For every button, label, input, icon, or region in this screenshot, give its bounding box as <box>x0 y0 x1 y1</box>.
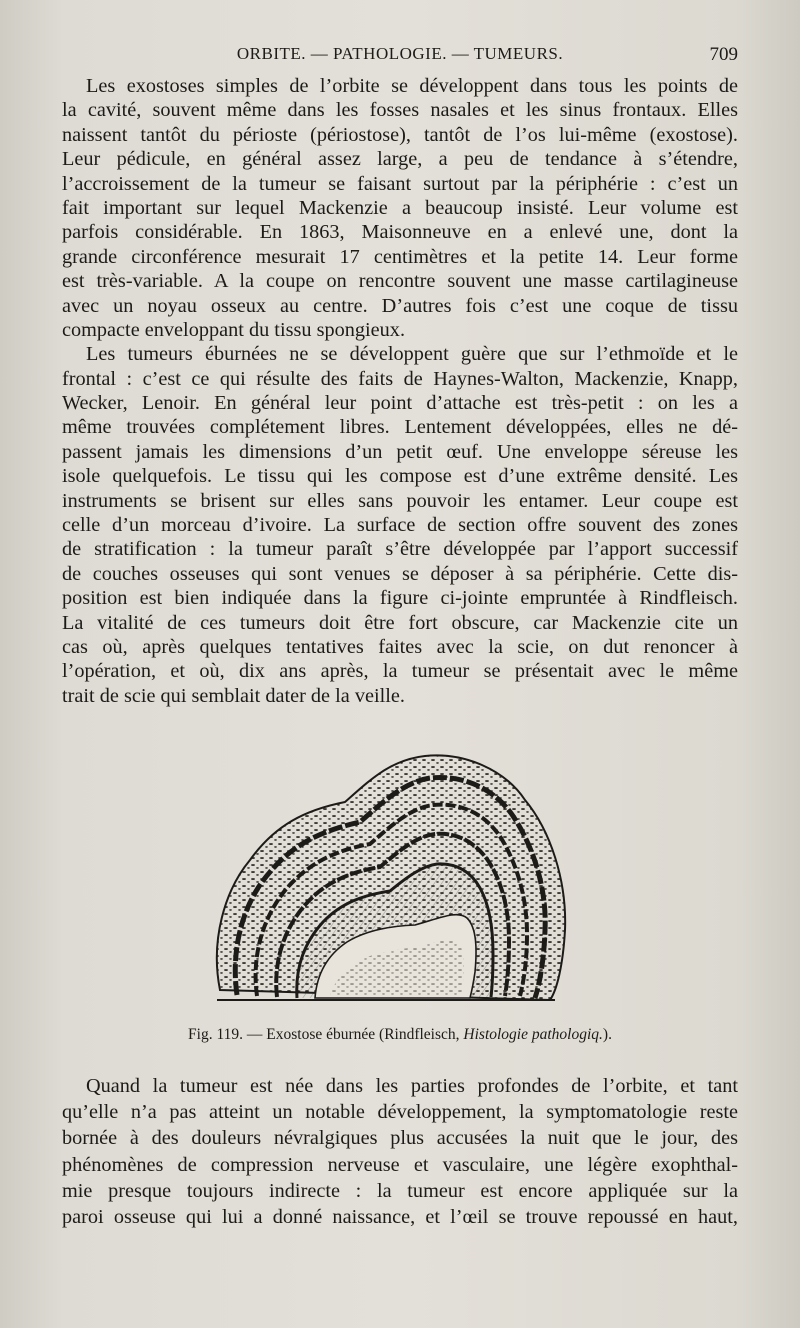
text-line: même trouvées complétement libres. Lentement développées, elles ne dé- <box>62 416 738 439</box>
text-line: passent jamais les dimensions d’un petit œuf. Une enveloppe séreuse les <box>62 440 738 463</box>
text-line: position est bien indiquée dans la figure ci-jointe empruntée à Rindfleisch. <box>62 587 738 610</box>
text-line: phénomènes de compression nerveuse et vasculaire, une légère exophthal- <box>62 1153 738 1176</box>
text-line: de stratification : la tumeur paraît s’être développée par l’apport successif <box>62 538 738 561</box>
text-line: est très-variable. A la coupe on rencontre souvent une masse cartilagineuse <box>62 270 738 293</box>
page-number: 709 <box>709 44 738 65</box>
text-line: la cavité, souvent même dans les fosses nasales et les sinus frontaux. Elles <box>62 99 738 122</box>
caption-text: Fig. 119. — Exostose éburnée (Rindfleisch, <box>188 1026 464 1043</box>
text-line: celle d’un morceau d’ivoire. La surface de section offre souvent des zones <box>62 514 738 537</box>
caption-italic-title: Histologie pathologiq. <box>463 1026 603 1043</box>
text-line: de couches osseuses qui sont venues se déposer à sa périphérie. Cette dis- <box>62 562 738 585</box>
figure-caption <box>62 1026 738 1044</box>
text-line: grande circonférence mesurait 17 centimètres et la petite 14. Leur forme <box>62 245 738 268</box>
text-line: compacte enveloppant du tissu spongieux. <box>62 318 406 341</box>
text-line: bornée à des douleurs névralgiques plus accusées la nuit que le jour, des <box>62 1127 738 1150</box>
text-line: parfois considérable. En 1863, Maisonneuve en a enlevé une, dont la <box>62 221 738 244</box>
text-line: naissent tantôt du périoste (périostose), tantôt de l’os lui-même (exostose). <box>62 123 738 146</box>
page-header <box>62 44 738 70</box>
paragraph-tumeurs-eburnees <box>62 342 738 708</box>
main-text <box>62 74 738 708</box>
text-line: frontal : c’est ce qui résulte des faits de Haynes-Walton, Mackenzie, Knapp, <box>62 367 738 390</box>
text-line: mie presque toujours indirecte : la tumeur est encore appliquée sur la <box>62 1179 738 1202</box>
text-line: Les exostoses simples de l’orbite se développent dans tous les points de <box>86 75 738 97</box>
exostose-engraving <box>205 750 575 1008</box>
text-line: avec un noyau osseux au centre. D’autres fois c’est une coque de tissu <box>62 294 738 317</box>
text-line: cas où, après quelques tentatives faites avec la scie, on dut renoncer à <box>62 635 738 658</box>
text-line: Les tumeurs éburnées ne se développent guère que sur l’ethmoïde et le <box>86 343 738 366</box>
running-title: ORBITE. — PATHOLOGIE. — TUMEURS. <box>236 44 564 63</box>
text-line: Wecker, Lenoir. En général leur point d’attache est très-petit : on les a <box>62 392 738 415</box>
caption-suffix: ). <box>602 1026 612 1043</box>
text-line: Leur pédicule, en général assez large, a peu de tendance à s’étendre, <box>62 148 738 171</box>
text-line: instruments se brisent sur elles sans pouvoir les entamer. Leur coupe est <box>62 489 738 512</box>
text-line: fait important sur lequel Mackenzie a beaucoup insisté. Leur volume est <box>62 196 738 219</box>
paragraph-exostoses-simples <box>62 74 738 342</box>
main-text-continued <box>62 1073 738 1230</box>
figure-exostose-illustration <box>205 750 575 1008</box>
text-line: isole quelquefois. Le tissu qui les compose est d’une extrême densité. Les <box>62 465 738 488</box>
text-line: l’opération, et où, dix ans après, la tumeur se présentait avec le même <box>62 660 738 683</box>
text-line: l’accroissement de la tumeur se faisant surtout par la périphérie : c’est un <box>62 172 738 195</box>
text-line: paroi osseuse qui lui a donné naissance, et l’œil se trouve repoussé en haut, <box>62 1205 738 1228</box>
text-line: trait de scie qui semblait dater de la veille. <box>62 684 405 707</box>
text-line: Quand la tumeur est née dans les parties profondes de l’orbite, et tant <box>86 1075 738 1097</box>
text-line: qu’elle n’a pas atteint un notable développement, la symptomatologie reste <box>62 1101 738 1124</box>
text-line: La vitalité de ces tumeurs doit être fort obscure, car Mackenzie cite un <box>62 611 738 634</box>
